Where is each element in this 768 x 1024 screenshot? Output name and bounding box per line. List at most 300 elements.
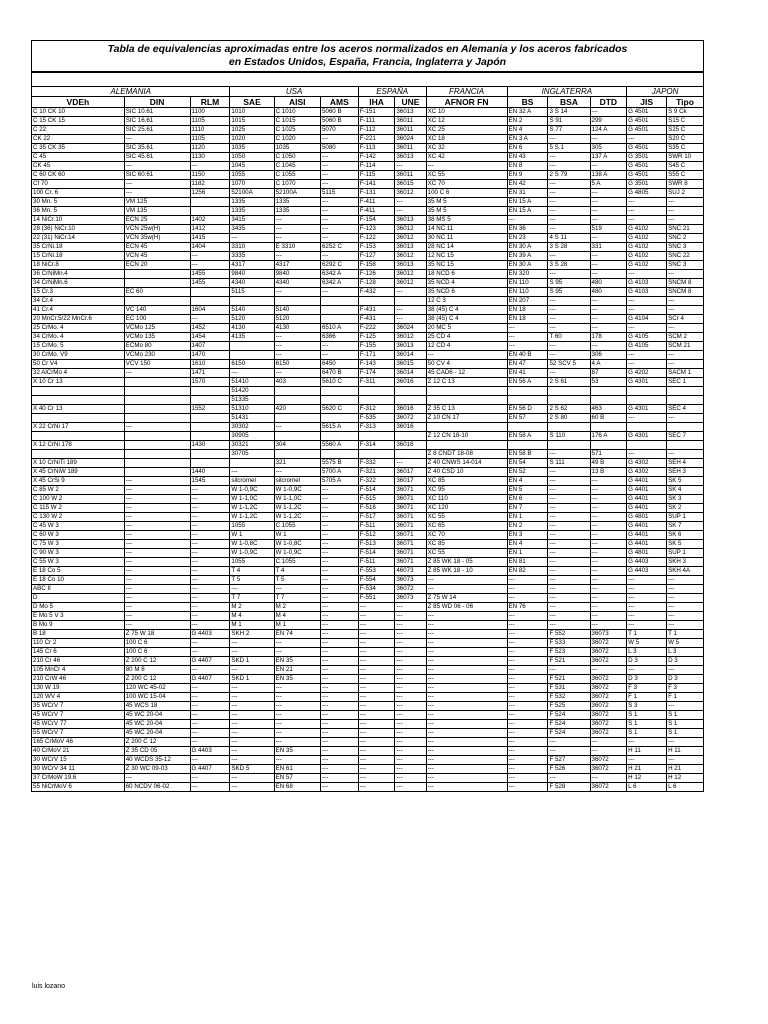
table-row [32, 351, 704, 360]
table-cell: 36011 [395, 144, 426, 153]
table-cell: --- [320, 693, 358, 702]
table-cell: 304 [274, 441, 320, 450]
table-cell: T 60 [548, 333, 590, 342]
table-cell: EN 32 A [507, 108, 548, 117]
table-cell: EN 30 A [507, 261, 548, 270]
table-cell: --- [358, 666, 395, 675]
table-cell: --- [320, 486, 358, 495]
table-row [32, 666, 704, 675]
table-cell: SK 7 [667, 522, 704, 531]
table-cell: C 1055 [274, 171, 320, 180]
table-cell [190, 198, 230, 207]
table-cell: EN 35 [274, 747, 320, 756]
table-row [32, 630, 704, 639]
table-cell: silcromel [274, 477, 320, 486]
country-japon: JAPON [627, 87, 704, 97]
table-cell: --- [190, 522, 230, 531]
table-cell [32, 387, 125, 396]
table-cell: --- [548, 486, 590, 495]
table-cell: EN 4 [507, 540, 548, 549]
column-header: UNE [395, 97, 426, 108]
table-row [32, 495, 704, 504]
table-cell: 1020 [230, 135, 274, 144]
table-cell: 36071 [395, 531, 426, 540]
table-cell: E 3310 [274, 243, 320, 252]
table-cell: --- [426, 693, 507, 702]
table-cell: SUJ 2 [667, 189, 704, 198]
table-cell: 36016 [395, 378, 426, 387]
table-cell: --- [124, 576, 190, 585]
table-cell: --- [590, 549, 627, 558]
table-cell: F 524 [548, 720, 590, 729]
table-row [32, 270, 704, 279]
table-cell: 36072 [590, 711, 627, 720]
table-cell: 50 CV 4 [426, 360, 507, 369]
table-cell: 36017 [395, 477, 426, 486]
table-cell: --- [548, 738, 590, 747]
table-row [32, 378, 704, 387]
table-cell: EN 18 [507, 315, 548, 324]
table-cell: --- [590, 234, 627, 243]
table-cell: G 4103 [627, 279, 667, 288]
table-cell: --- [590, 585, 627, 594]
table-row [32, 486, 704, 495]
table-cell [124, 468, 190, 477]
table-cell: --- [548, 306, 590, 315]
table-cell: --- [190, 693, 230, 702]
table-cell [32, 396, 125, 405]
table-cell: 40 WCDS 35-12 [124, 756, 190, 765]
table-cell [590, 423, 627, 432]
table-cell: --- [320, 234, 358, 243]
table-cell [590, 441, 627, 450]
table-cell: --- [190, 486, 230, 495]
table-cell: F-411 [358, 198, 395, 207]
table-cell: F-511 [358, 522, 395, 531]
table-cell: 36024 [395, 324, 426, 333]
table-cell: --- [395, 459, 426, 468]
table-cell: SNC 21 [667, 225, 704, 234]
table-cell: G 4407 [190, 765, 230, 774]
table-cell: --- [230, 756, 274, 765]
table-cell: --- [320, 756, 358, 765]
table-cell: SNCM 8 [667, 279, 704, 288]
table-cell: G 4105 [627, 333, 667, 342]
table-cell: G 4801 [627, 549, 667, 558]
table-cell [230, 297, 274, 306]
table-cell: 420 [274, 405, 320, 414]
table-cell: C 1050 [274, 153, 320, 162]
table-cell: Z 200 C 12 [124, 657, 190, 666]
table-cell: C 85 W 2 [32, 486, 125, 495]
table-cell: 5615 A [320, 423, 358, 432]
table-cell: SKD 5 [230, 765, 274, 774]
table-cell: 1404 [190, 243, 230, 252]
table-row [32, 117, 704, 126]
table-cell: --- [395, 315, 426, 324]
table-row [32, 468, 704, 477]
table-cell: --- [548, 342, 590, 351]
table-cell: --- [395, 162, 426, 171]
table-cell: C 130 W 2 [32, 513, 125, 522]
table-cell: --- [320, 531, 358, 540]
table-cell: --- [426, 675, 507, 684]
table-cell: 3335 [230, 252, 274, 261]
table-cell: EN 9 [507, 171, 548, 180]
table-row [32, 540, 704, 549]
table-cell: 36072 [590, 684, 627, 693]
table-row [32, 513, 704, 522]
table-cell: C 1020 [274, 135, 320, 144]
table-cell: F-126 [358, 270, 395, 279]
table-cell: 9840 [274, 270, 320, 279]
table-cell: XC 85 [426, 477, 507, 486]
table-cell: --- [426, 657, 507, 666]
table-cell: 34 CrMo. 4 [32, 333, 125, 342]
table-cell: H 11 [627, 747, 667, 756]
table-cell: --- [395, 729, 426, 738]
table-cell: 36011 [395, 126, 426, 135]
table-cell: EN 207 [507, 297, 548, 306]
table-cell: --- [548, 207, 590, 216]
table-cell: VM 125 [124, 198, 190, 207]
table-cell: F-517 [358, 513, 395, 522]
table-cell: --- [627, 216, 667, 225]
table-cell: --- [507, 333, 548, 342]
table-cell: 36013 [395, 243, 426, 252]
table-cell [124, 441, 190, 450]
column-header: SAE [230, 97, 274, 108]
table-cell: M 4 [230, 612, 274, 621]
table-cell: 9840 [230, 270, 274, 279]
table-cell: --- [190, 738, 230, 747]
table-cell: --- [320, 207, 358, 216]
table-cell: T 5 [230, 576, 274, 585]
table-cell [274, 432, 320, 441]
table-cell: EN 42 [507, 180, 548, 189]
table-cell: 305 [590, 144, 627, 153]
table-cell: S45 C [667, 162, 704, 171]
table-cell: L 3 [627, 648, 667, 657]
table-cell: Z 8 CNDT 18-08 [426, 450, 507, 459]
table-cell: H 11 [667, 747, 704, 756]
table-cell: C 1045 [274, 162, 320, 171]
table-cell: G 4407 [190, 675, 230, 684]
table-cell: --- [358, 765, 395, 774]
table-cell: G 4401 [627, 486, 667, 495]
table-cell: --- [358, 720, 395, 729]
table-cell: 1130 [190, 153, 230, 162]
table-cell: --- [627, 297, 667, 306]
table-cell [230, 351, 274, 360]
table-cell: --- [548, 450, 590, 459]
table-cell [627, 396, 667, 405]
table-cell: S 3 [627, 702, 667, 711]
table-cell: 12 NC 15 [426, 252, 507, 261]
table-cell: --- [507, 666, 548, 675]
table-cell: 1335 [230, 207, 274, 216]
table-cell: 18 NCD 6 [426, 270, 507, 279]
table-cell: 5120 [230, 315, 274, 324]
table-cell: XC 70 [426, 531, 507, 540]
table-cell: EN 56 A [507, 378, 548, 387]
table-cell: --- [320, 513, 358, 522]
table-cell: --- [590, 612, 627, 621]
table-cell: XC 85 [426, 540, 507, 549]
table-cell: --- [590, 162, 627, 171]
table-cell: --- [507, 765, 548, 774]
table-cell: 3 S 14 [548, 108, 590, 117]
table-cell: EN 6 [507, 144, 548, 153]
table-cell: --- [320, 495, 358, 504]
table-cell [395, 432, 426, 441]
column-header: BS [507, 97, 548, 108]
table-cell: G 4102 [627, 225, 667, 234]
table-cell: F-311 [358, 378, 395, 387]
table-cell: --- [590, 666, 627, 675]
country-alemania: ALEMANIA [32, 87, 230, 97]
table-row [32, 180, 704, 189]
table-cell: --- [590, 594, 627, 603]
table-cell: --- [274, 648, 320, 657]
table-cell: 30 Mn. 5 [32, 198, 125, 207]
table-cell: --- [320, 225, 358, 234]
table-cell: --- [548, 567, 590, 576]
table-cell: --- [590, 531, 627, 540]
table-cell: W 5 [667, 639, 704, 648]
table-cell: --- [358, 774, 395, 783]
table-cell [590, 396, 627, 405]
table-cell: XC 10 [426, 108, 507, 117]
table-cell: VCMo 135 [124, 333, 190, 342]
table-cell [32, 432, 125, 441]
table-cell: EN 21 [274, 666, 320, 675]
table-cell: --- [395, 774, 426, 783]
table-cell: F 526 [548, 765, 590, 774]
table-cell: EN 7 [507, 504, 548, 513]
table-cell: SCM 2 [667, 333, 704, 342]
table-cell: 13 B [590, 468, 627, 477]
table-cell: --- [320, 594, 358, 603]
table-cell: --- [426, 351, 507, 360]
table-cell: 100 C 6 [124, 648, 190, 657]
table-row [32, 108, 704, 117]
table-cell: VCMo 230 [124, 351, 190, 360]
table-cell: F 531 [548, 684, 590, 693]
table-cell: --- [590, 216, 627, 225]
table-cell [124, 270, 190, 279]
table-cell [667, 387, 704, 396]
table-cell: --- [124, 621, 190, 630]
table-cell: --- [124, 486, 190, 495]
table-cell: 1055 [230, 522, 274, 531]
table-cell [426, 387, 507, 396]
table-cell: 45 CAD6 - 12 [426, 369, 507, 378]
table-row [32, 531, 704, 540]
table-cell: --- [190, 495, 230, 504]
table-cell: --- [124, 423, 190, 432]
table-cell: SACM 1 [667, 369, 704, 378]
table-cell: 37 CrMoW 19.6 [32, 774, 125, 783]
table-cell: F-511 [358, 558, 395, 567]
table-cell: 36016 [395, 405, 426, 414]
table-cell: 5140 [274, 306, 320, 315]
table-cell: SK 4 [667, 486, 704, 495]
table-cell: G 4403 [190, 630, 230, 639]
table-cell: --- [548, 549, 590, 558]
table-cell: 6150 [274, 360, 320, 369]
table-cell: 30705 [230, 450, 274, 459]
table-cell: Z 35 C 13 [426, 405, 507, 414]
table-cell: ECN 45 [124, 243, 190, 252]
table-cell: G 4401 [627, 477, 667, 486]
table-cell: C 75 W 3 [32, 540, 125, 549]
table-cell: --- [358, 612, 395, 621]
column-header: VDEh [32, 97, 125, 108]
table-cell: --- [190, 252, 230, 261]
table-cell: F-515 [358, 495, 395, 504]
table-cell: 124 A [590, 126, 627, 135]
table-cell: --- [274, 585, 320, 594]
table-cell [124, 279, 190, 288]
table-cell: F-113 [358, 144, 395, 153]
table-cell: --- [124, 189, 190, 198]
table-cell: 100 C 6 [426, 189, 507, 198]
table-cell: 36012 [395, 252, 426, 261]
table-cell: --- [667, 603, 704, 612]
table-cell: M 2 [230, 603, 274, 612]
table-cell: --- [395, 198, 426, 207]
table-cell: 165 CrMoV 46 [32, 738, 125, 747]
table-cell: 5060 B [320, 117, 358, 126]
table-cell: --- [320, 288, 358, 297]
table-cell: --- [190, 702, 230, 711]
table-cell: CK 22 [32, 135, 125, 144]
table-cell: SKH 4A [667, 567, 704, 576]
table-cell: S 1 [627, 729, 667, 738]
table-row [32, 477, 704, 486]
equivalence-table [31, 72, 704, 792]
table-cell: --- [320, 180, 358, 189]
table-cell: 30 WCrV 34 11 [32, 765, 125, 774]
table-cell [274, 297, 320, 306]
table-cell: EN 40 B [507, 351, 548, 360]
table-cell: 12 C 3 [426, 297, 507, 306]
table-cell [190, 423, 230, 432]
table-cell: X 45 CrSi 9 [32, 477, 125, 486]
table-cell [320, 450, 358, 459]
table-cell [274, 387, 320, 396]
table-cell: Z 35 CD 05 [124, 747, 190, 756]
table-cell: 6450 [320, 360, 358, 369]
table-cell: --- [667, 576, 704, 585]
table-cell: --- [230, 684, 274, 693]
table-cell: --- [320, 675, 358, 684]
table-cell: 1105 [190, 135, 230, 144]
table-cell: --- [590, 603, 627, 612]
table-cell: X 45 CrNiW 189 [32, 468, 125, 477]
table-cell: G 4401 [627, 540, 667, 549]
table-cell: Z 85 WD 06 - 06 [426, 603, 507, 612]
table-cell: W 1-0,9C [230, 486, 274, 495]
table-cell: G 4501 [627, 144, 667, 153]
table-cell: D Mo 5 [32, 603, 125, 612]
table-cell: F-312 [358, 405, 395, 414]
table-cell: --- [548, 315, 590, 324]
table-cell: 4317 [230, 261, 274, 270]
table-row [32, 405, 704, 414]
table-cell: 53 [590, 378, 627, 387]
table-cell: G 4104 [627, 315, 667, 324]
table-cell: SEC 1 [667, 378, 704, 387]
table-cell: S 9 Ck [667, 108, 704, 117]
table-cell [320, 387, 358, 396]
table-cell: --- [190, 756, 230, 765]
table-cell: 480 [590, 288, 627, 297]
table-cell: --- [358, 684, 395, 693]
table-cell: 36071 [395, 558, 426, 567]
table-cell: C 115 W 2 [32, 504, 125, 513]
table-cell: Z 12 C 13 [426, 378, 507, 387]
table-cell: 36012 [395, 189, 426, 198]
table-cell: --- [627, 450, 667, 459]
table-cell: 1055 [230, 171, 274, 180]
table-cell: --- [395, 675, 426, 684]
table-cell: S25 C [667, 126, 704, 135]
table-cell: --- [548, 216, 590, 225]
table-cell: --- [426, 756, 507, 765]
table-cell: 36071 [395, 495, 426, 504]
table-cell: G 4403 [190, 747, 230, 756]
table-cell [320, 306, 358, 315]
table-cell: 176 A [590, 432, 627, 441]
table-cell: --- [395, 738, 426, 747]
table-cell: 34 CrNiMn.6 [32, 279, 125, 288]
table-cell: 321 [274, 459, 320, 468]
table-cell: 1407 [190, 342, 230, 351]
table-cell: --- [426, 711, 507, 720]
table-cell [358, 450, 395, 459]
table-cell: F-554 [358, 576, 395, 585]
table-cell: F-514 [358, 486, 395, 495]
table-cell: 4340 [230, 279, 274, 288]
table-cell: --- [590, 108, 627, 117]
table-cell [190, 396, 230, 405]
table-cell: G 4301 [627, 432, 667, 441]
table-cell: 52 SCV 5 [548, 360, 590, 369]
table-cell: --- [358, 738, 395, 747]
table-cell: --- [627, 612, 667, 621]
table-cell: --- [627, 414, 667, 423]
table-cell: 463 [590, 405, 627, 414]
table-cell: F-151 [358, 108, 395, 117]
table-cell: EN 58 B [507, 450, 548, 459]
table-cell: F 3 [627, 684, 667, 693]
table-cell: --- [124, 477, 190, 486]
table-cell: EN 36 [507, 225, 548, 234]
table-cell: --- [667, 702, 704, 711]
table-cell: L 6 [627, 783, 667, 792]
table-cell: 4135 [230, 333, 274, 342]
table-cell: 36012 [395, 279, 426, 288]
table-cell: 6510 A [320, 324, 358, 333]
table-cell: 25 CD 4 [426, 333, 507, 342]
table-cell: --- [190, 531, 230, 540]
table-cell: 36072 [590, 648, 627, 657]
table-cell: XC 65 [426, 522, 507, 531]
column-header: DTD [590, 97, 627, 108]
table-cell: 36072 [590, 675, 627, 684]
